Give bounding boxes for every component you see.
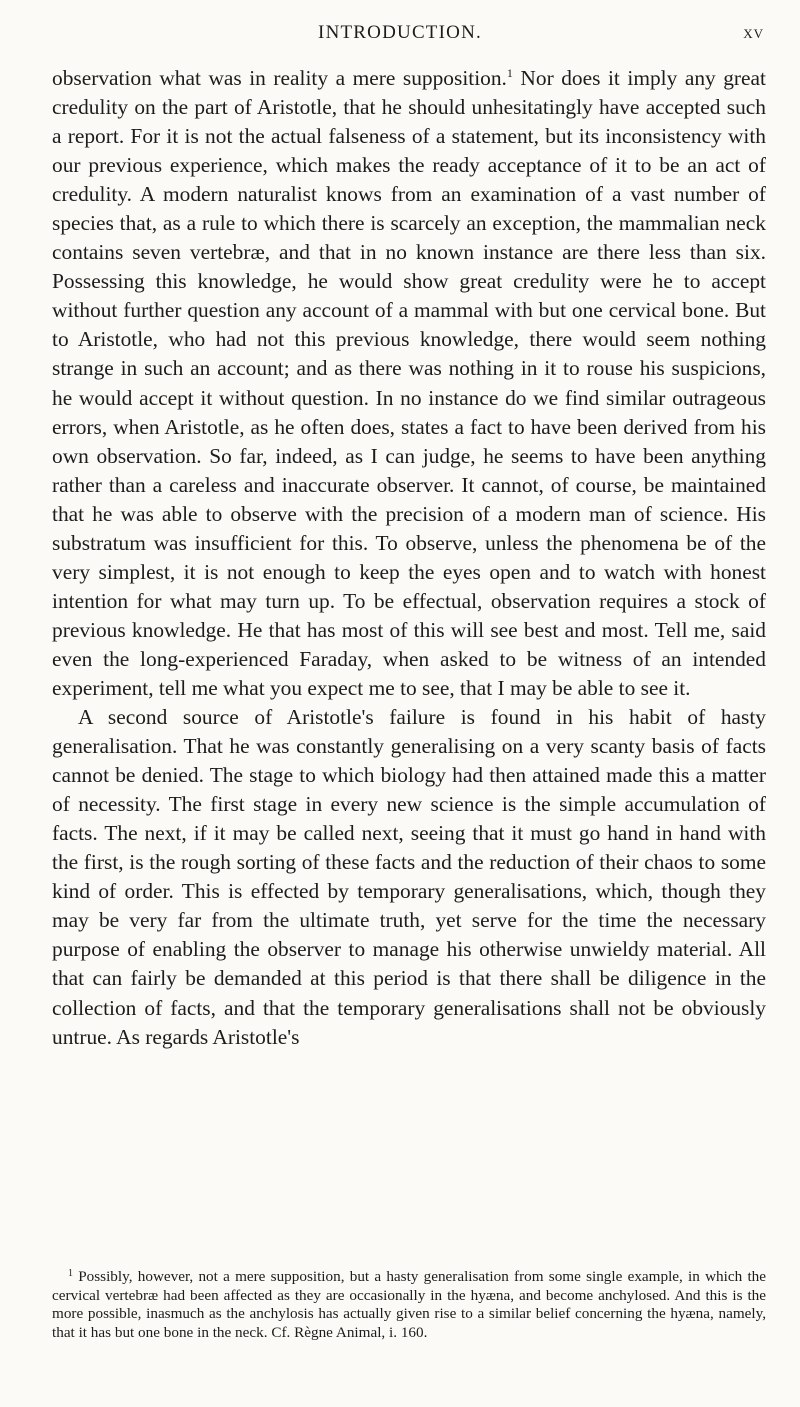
running-title: INTRODUCTION. (318, 22, 482, 43)
paragraph-1-part-b: Nor does it imply any great credulity on the part of Aristotle, that he should unhesitatingly have accepted such a report. For it is not the actual falseness of a statement, but its inconsistency with our previous experience, which makes the ready acceptance of it to be an act of credulity. A modern naturalist knows from an examination of a vast number of species that, as a rule to which there is scarcely an exception, the mammalian neck contains seven vertebræ, and that in no known instance are there less than six. Possessing this knowledge, he would show great credulity were he to accept without further question any account of a mammal with but one cervical bone. But to Aristotle, who had not this previous knowledge, there would seem nothing strange in such an account; and as there was nothing in it to rouse his suspicions, he would accept it without question. In no instance do we find similar outrageous errors, when Aristotle, as he often does, states a fact to have been derived from his own observation. So far, indeed, as I can judge, he seems to have been anything rather than a careless and inaccurate observer. It cannot, of course, be maintained that he was able to observe with the precision of a modern man of science. His substratum was insufficient for this. To observe, unless the phenomena be of the very simplest, it is not enough to keep the eyes open and to watch with honest intention for what may turn up. To be effectual, observation requires a stock of previous knowledge. He that has most of this will see best and most. Tell me, said even the long-experienced Faraday, when asked to be witness of an intended experiment, tell me what you expect me to see, that I may be able to see it. (52, 66, 766, 700)
paragraph-1 (52, 64, 766, 703)
footnote-reference: 1 (506, 66, 513, 80)
paragraph-2: A second source of Aristotle's failure is found in his habit of hasty generalisation. That he was constantly generalising on a very scanty basis of facts cannot be denied. The stage to which biology had then attained made this a matter of necessity. The first stage in every new science is the simple accumulation of facts. The next, if it may be called next, seeing that it must go hand in hand with the first, is the rough sorting of these facts and the reduction of their chaos to some kind of order. This is effected by temporary generalisations, which, though they may be very far from the ultimate truth, yet serve for the time the necessary purpose of enabling the observer to manage his otherwise unwieldy material. All that can fairly be demanded at this period is that there shall be diligence in the collection of facts, and that the temporary generalisations shall not be obviously untrue. As regards Aristotle's (52, 705, 766, 1049)
page-number: xv (743, 22, 764, 42)
page-header (0, 22, 800, 48)
footnote (52, 1268, 766, 1342)
footnote-text: Possibly, however, not a mere supposition, but a hasty generalisation from some single example, in which the cervical vertebræ had been affected as they are occasionally in the hyæna, and become anchylosed. And this is the more possible, inasmuch as the anchylosis has actually given rise to a similar belief concerning the hyæna, namely, that it has but one bone in the neck. Cf. Règne Animal, i. 160. (52, 1268, 766, 1341)
footnote-marker: 1 (68, 1268, 73, 1279)
paragraph-1-part-a: observation what was in reality a mere supposition. (52, 66, 507, 90)
body-text (52, 64, 766, 1052)
